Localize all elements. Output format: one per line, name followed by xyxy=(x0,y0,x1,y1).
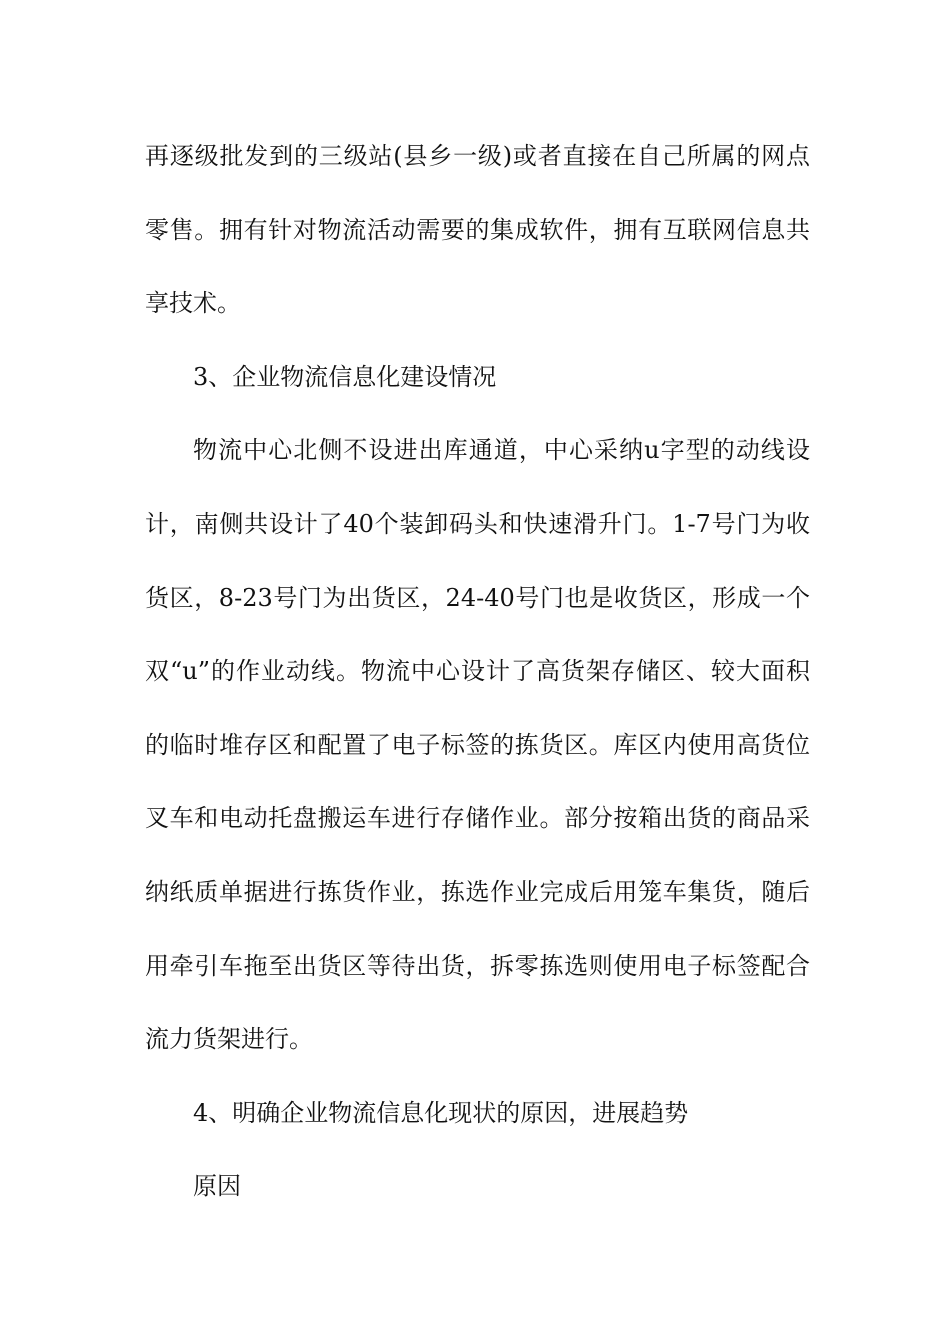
document-body xyxy=(145,120,810,1224)
paragraph-line: 物流中心北侧不设进出库通道，中心采纳u字型的动线设 xyxy=(193,436,810,465)
paragraph-line: 零售。拥有针对物流活动需要的集成软件，拥有互联网信息共 xyxy=(145,215,810,244)
paragraph-line: 叉车和电动托盘搬运车进行存储作业。部分按箱出货的商品采 xyxy=(145,804,810,833)
paragraph-line: 纳纸质单据进行拣货作业，拣选作业完成后用笼车集货，随后 xyxy=(145,877,810,906)
paragraph-line: 流力货架进行。 xyxy=(145,1025,313,1054)
paragraph-line: 再逐级批发到的三级站(县乡一级)或者直接在自己所属的网点 xyxy=(145,142,810,170)
section-heading: 4、明确企业物流信息化现状的原因，进展趋势 xyxy=(193,1098,689,1127)
paragraph-line: 享技术。 xyxy=(145,289,241,318)
paragraph-line: 用牵引车拖至出货区等待出货，拆零拣选则使用电子标签配合 xyxy=(145,951,810,980)
section-heading: 3、企业物流信息化建设情况 xyxy=(193,362,497,391)
paragraph-line: 双“u”的作业动线。物流中心设计了高货架存储区、较大面积 xyxy=(145,657,810,686)
subsection-heading: 原因 xyxy=(193,1172,241,1201)
paragraph-line: 的临时堆存区和配置了电子标签的拣货区。库区内使用高货位 xyxy=(145,730,810,759)
paragraph-line: 计，南侧共设计了40个装卸码头和快速滑升门。1-7号门为收 xyxy=(145,509,810,538)
paragraph-line: 货区，8-23号门为出货区，24-40号门也是收货区，形成一个 xyxy=(145,583,810,612)
